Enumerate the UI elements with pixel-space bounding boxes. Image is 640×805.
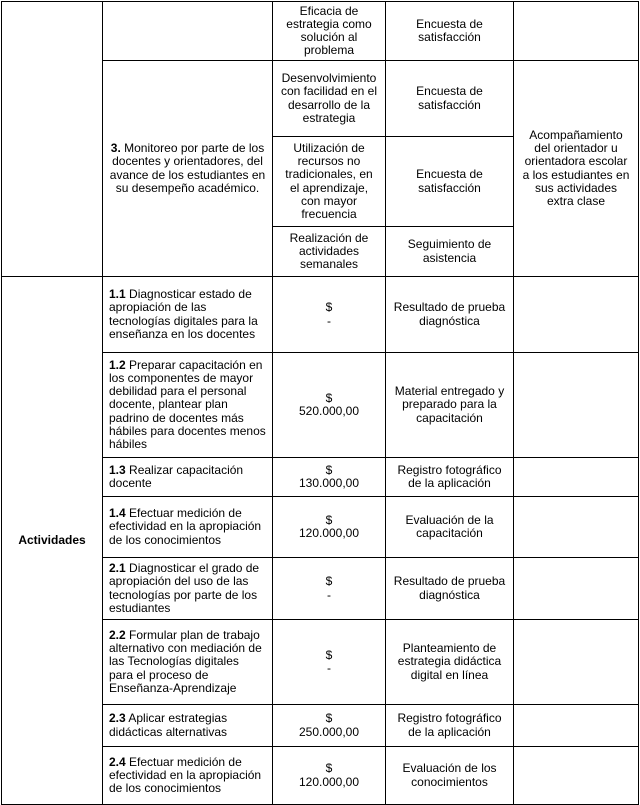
empty-cell xyxy=(514,277,639,353)
activity-number: 2.4 xyxy=(109,754,126,769)
evidence-cell: Resultado de prueba diagnóstica xyxy=(386,277,514,353)
empty-cell xyxy=(514,558,639,620)
empty-cell xyxy=(2,2,103,277)
cost-cell xyxy=(273,353,386,458)
objective-text: Monitoreo por parte de los docentes y orientadores, del avance de los estudiantes en su desempeño académico. xyxy=(109,141,266,195)
cost-amount: - xyxy=(327,313,331,328)
cost-amount: 520.000,00 xyxy=(298,404,360,418)
currency-symbol: $ xyxy=(325,512,333,527)
activity-cell xyxy=(103,620,273,705)
indicator-cell: Eficacia de estrategia como solución al problema xyxy=(273,2,386,61)
logframe-table xyxy=(1,1,639,805)
cost-amount: 120.000,00 xyxy=(298,526,360,540)
monitoring-objective-cell xyxy=(103,61,273,277)
activity-cell xyxy=(103,277,273,353)
activity-cell xyxy=(103,705,273,747)
cost-cell xyxy=(273,458,386,497)
cost-amount: 120.000,00 xyxy=(298,774,360,789)
objective-number: 3. xyxy=(110,141,121,156)
activity-text: Efectuar medición de efectividad en la apropiación de los conocimientos xyxy=(109,506,262,547)
cost-amount: 130.000,00 xyxy=(298,476,360,490)
cost-cell xyxy=(273,747,386,805)
activity-cell xyxy=(103,558,273,620)
currency-symbol: $ xyxy=(325,462,333,477)
verification-cell: Encuesta de satisfacción xyxy=(386,2,514,61)
currency-symbol: $ xyxy=(325,390,333,405)
currency-symbol: $ xyxy=(325,574,333,589)
activity-number: 2.1 xyxy=(109,561,126,576)
activity-cell xyxy=(103,353,273,458)
cost-amount: - xyxy=(327,587,331,602)
activity-cell xyxy=(103,497,273,558)
activity-number: 1.2 xyxy=(109,357,126,372)
cost-cell xyxy=(273,620,386,705)
cost-cell xyxy=(273,497,386,558)
currency-symbol: $ xyxy=(325,647,333,662)
empty-cell xyxy=(103,2,273,61)
activity-text: Efectuar medición de efectividad en la apropiación de los conocimientos xyxy=(109,754,262,796)
evidence-cell: Registro fotográfico de la aplicación xyxy=(386,458,514,497)
activity-cell xyxy=(103,458,273,497)
activity-text: Diagnosticar estado de apropiación de las tecnologías digitales para la enseñanza en los docentes xyxy=(109,287,258,341)
activity-number: 1.1 xyxy=(109,287,126,302)
activity-number: 2.2 xyxy=(109,627,126,642)
currency-symbol: $ xyxy=(325,300,333,315)
activity-text: Aplicar estrategias didácticas alternativas xyxy=(109,711,228,739)
empty-cell xyxy=(514,747,639,805)
table-row xyxy=(2,2,639,61)
empty-cell xyxy=(514,458,639,497)
activity-text: Realizar capacitación docente xyxy=(109,462,244,490)
cost-cell xyxy=(273,277,386,353)
cost-amount: - xyxy=(327,661,331,675)
verification-cell: Seguimiento de asistencia xyxy=(386,227,514,277)
evidence-cell: Planteamiento de estrategia didáctica digital en línea xyxy=(386,620,514,705)
activity-number: 2.3 xyxy=(109,711,126,726)
activities-label: Actividades xyxy=(2,277,103,805)
indicator-cell: Realización de actividades semanales xyxy=(273,227,386,277)
currency-symbol: $ xyxy=(325,761,333,776)
table-row xyxy=(2,277,639,353)
verification-cell: Encuesta de satisfacción xyxy=(386,137,514,227)
empty-cell xyxy=(514,497,639,558)
indicator-cell: Utilización de recursos no tradicionales, en el aprendizaje, con mayor frecuencia xyxy=(273,137,386,227)
evidence-cell: Evaluación de la capacitación xyxy=(386,497,514,558)
currency-symbol: $ xyxy=(325,711,333,726)
activity-cell xyxy=(103,747,273,805)
assumption-cell: Acompañamiento del orientador u orientadora escolar a los estudiantes en sus actividades extra clase xyxy=(514,61,639,277)
cost-cell xyxy=(273,558,386,620)
verification-cell: Encuesta de satisfacción xyxy=(386,61,514,137)
empty-cell xyxy=(514,620,639,705)
evidence-cell: Resultado de prueba diagnóstica xyxy=(386,558,514,620)
empty-cell xyxy=(514,2,639,61)
evidence-cell: Registro fotográfico de la aplicación xyxy=(386,705,514,747)
empty-cell xyxy=(514,353,639,458)
indicator-cell: Desenvolvimiento con facilidad en el desarrollo de la estrategia xyxy=(273,61,386,137)
activity-text: Preparar capacitación en los componentes de mayor debilidad para el personal docente, plantear plan padrino de docentes más hábiles para docentes menos hábiles xyxy=(109,357,266,451)
evidence-cell: Evaluación de los conocimientos xyxy=(386,747,514,805)
empty-cell xyxy=(514,705,639,747)
cost-cell xyxy=(273,705,386,747)
activity-text: Diagnosticar el grado de apropiación del uso de las tecnologías por parte de los estudiantes xyxy=(109,561,260,615)
activity-text: Formular plan de trabajo alternativo con mediación de las Tecnologías digitales para el proceso de Enseñanza-Aprendizaje xyxy=(109,627,262,695)
activity-number: 1.4 xyxy=(109,506,126,521)
evidence-cell: Material entregado y preparado para la capacitación xyxy=(386,353,514,458)
cost-amount: 250.000,00 xyxy=(298,724,360,739)
activity-number: 1.3 xyxy=(109,462,126,477)
